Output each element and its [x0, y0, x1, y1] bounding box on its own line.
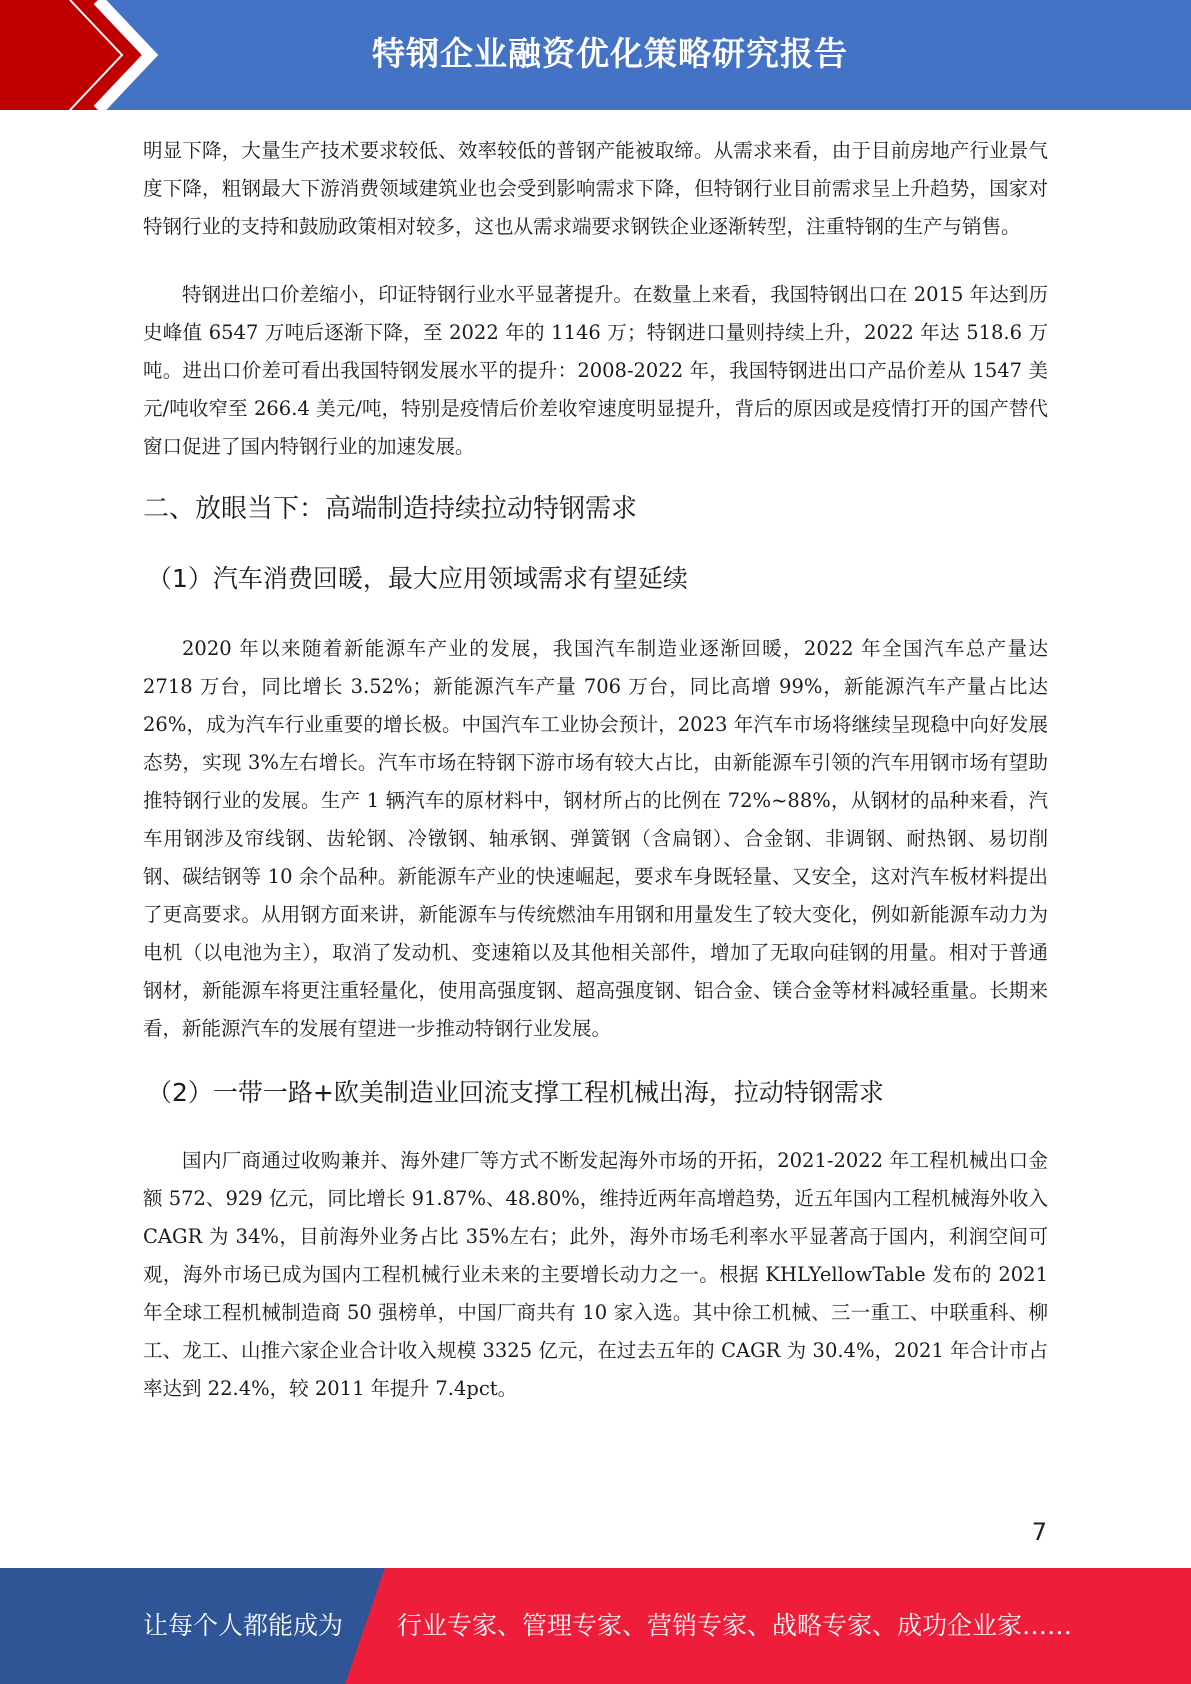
subsection-heading-2: （2）一带一路+欧美制造业回流支撑工程机械出海，拉动特钢需求 — [147, 1078, 884, 1107]
page-header — [0, 0, 1191, 110]
page-footer — [0, 1568, 1191, 1684]
paragraph-3: 2020 年以来随着新能源车产业的发展，我国汽车制造业逐渐回暖，2022 年全国汽车总产量达 2718 万台，同比增长 3.52%；新能源汽车产量 706 万台，同比高增 99%，新能源汽车产量占比达 26%，成为汽车行业重要的增长极。中国汽车工业协会预计，2023 年汽车市场将继续呈现稳中向好发展态势，实现 3%左右增长。汽车市场在特钢下游市场有较大占比，由新能源车引领的汽车用钢市场有望助推特钢行业的发展。生产 1 辆汽车的原材料中，钢材所占的比例在 72%~88%，从钢材的品种来看，汽车用钢涉及帘线钢、齿轮钢、冷镦钢、轴承钢、弹簧钢（含扁钢）、合金钢、非调钢、耐热钢、易切削钢、碳结钢等 10 余个品种。新能源车产业的快速崛起，要求车身既轻量、又安全，这对汽车板材料提出了更高要求。从用钢方面来讲，新能源车与传统燃油车用钢和用量发生了较大变化，例如新能源车动力为电机（以电池为主），取消了发动机、变速箱以及其他相关部件，增加了无取向硅钢的用量。相对于普通钢材，新能源车将更注重轻量化，使用高强度钢、超高强度钢、铝合金、镁合金等材料减轻重量。长期来看，新能源汽车的发展有望进一步推动特钢行业发展。 — [143, 637, 1048, 1040]
report-title: 特钢企业融资优化策略研究报告 — [372, 34, 848, 73]
paragraph-2: 特钢进出口价差缩小，印证特钢行业水平显著提升。在数量上来看，我国特钢出口在 2015 年达到历史峰值 6547 万吨后逐渐下降，至 2022 年的 1146 万；特钢进口量则持续上升，2022 年达 518.6 万吨。进出口价差可看出我国特钢发展水平的提升：2008-2022 年，我国特钢进出口产品价差从 1547 美元/吨收窄至 266.4 美元/吨，特别是疫情后价差收窄速度明显提升，背后的原因或是疫情打开的国产替代窗口促进了国内特钢行业的加速发展。 — [143, 283, 1048, 458]
subsection-heading-1: （1）汽车消费回暖，最大应用领域需求有望延续 — [147, 564, 688, 593]
page-body — [143, 132, 1048, 1408]
paragraph-4: 国内厂商通过收购兼并、海外建厂等方式不断发起海外市场的开拓，2021-2022 年工程机械出口金额 572、929 亿元，同比增长 91.87%、48.80%，维持近两年高增趋势，近五年国内工程机械海外收入 CAGR 为 34%，目前海外业务占比 35%左右；此外，海外市场毛利率水平显著高于国内，利润空间可观，海外市场已成为国内工程机械行业未来的主要增长动力之一。根据 KHLYellowTable 发布的 2021 年全球工程机械制造商 50 强榜单，中国厂商共有 10 家入选。其中徐工机械、三一重工、中联重科、柳工、龙工、山推六家企业合计收入规模 3325 亿元，在过去五年的 CAGR 为 30.4%，2021 年合计市占率达到 22.4%，较 2011 年提升 7.4pct。 — [143, 1149, 1048, 1400]
footer-slogan-left: 让每个人都能成为 — [143, 1611, 344, 1640]
page-number: 7 — [1031, 1518, 1047, 1546]
section-heading: 二、放眼当下：高端制造持续拉动特钢需求 — [143, 494, 638, 524]
footer-slogan-right: 行业专家、管理专家、营销专家、战略专家、成功企业家…… — [397, 1611, 1073, 1640]
paragraph-1: 明显下降，大量生产技术要求较低、效率较低的普钢产能被取缔。从需求来看，由于目前房地产行业景气度下降，粗钢最大下游消费领域建筑业也会受到影响需求下降，但特钢行业目前需求呈上升趋势，国家对特钢行业的支持和鼓励政策相对较多，这也从需求端要求钢铁企业逐渐转型，注重特钢的生产与销售。 — [143, 139, 1048, 238]
